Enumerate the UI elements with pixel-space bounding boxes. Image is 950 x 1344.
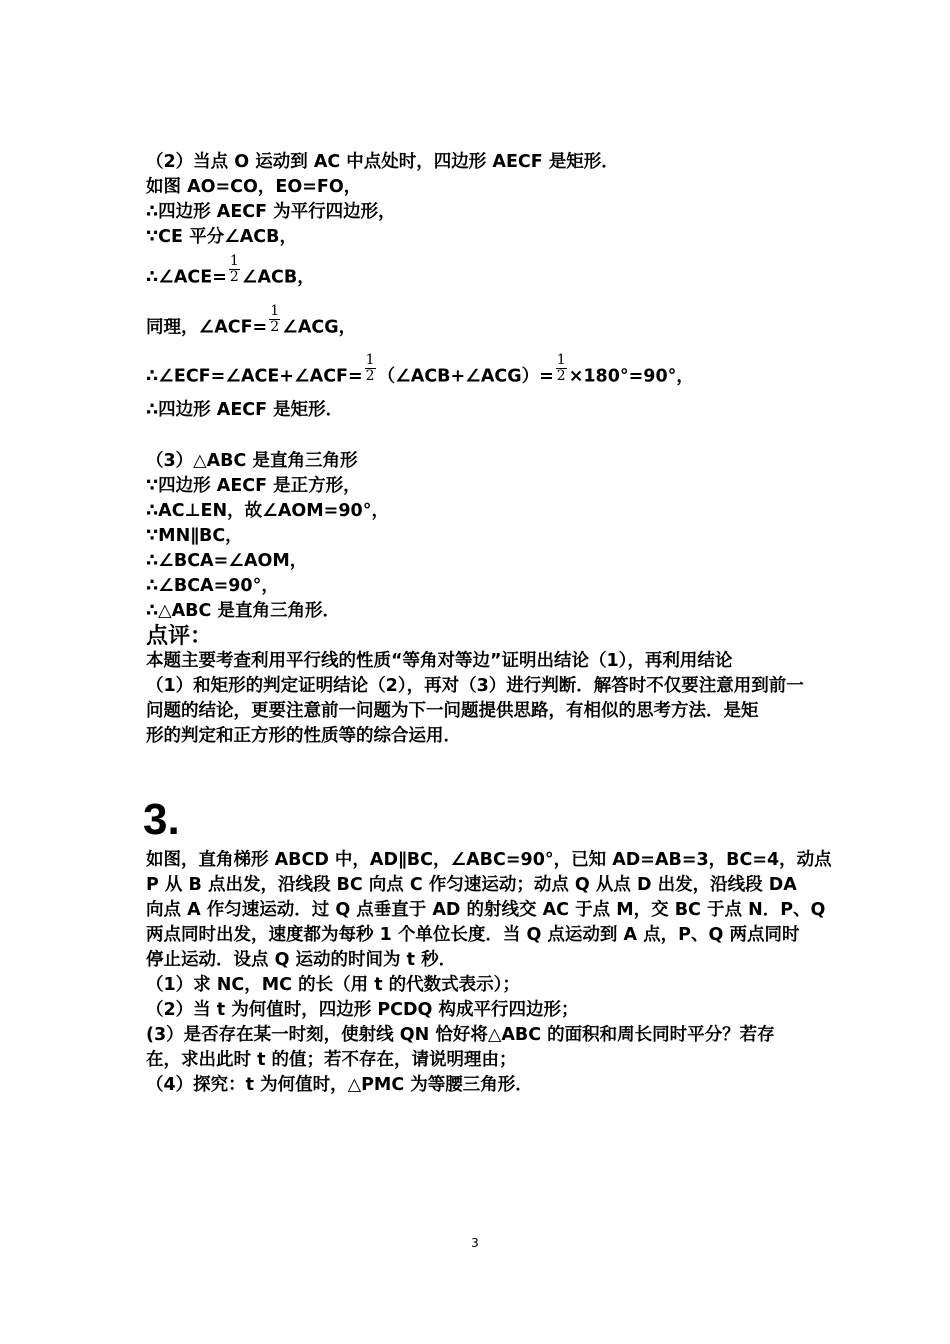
comment-heading: 点评： <box>146 624 213 649</box>
part3-line-1: （3）△ABC 是直角三角形 <box>146 451 358 471</box>
problem-line: 停止运动．设点 Q 运动的时间为 t 秒． <box>146 950 457 970</box>
part2-line-3: ∴四边形 AECF 为平行四边形， <box>146 202 396 222</box>
part2-line-7-middle: （∠ACB+∠ACG）= <box>377 366 554 387</box>
problem-line: 向点 A 作匀速运动．过 Q 点垂直于 AD 的射线交 AC 于点 M，交 BC 于点 N．P、Q <box>146 900 826 920</box>
comment-line: 本题主要考查利用平行线的性质“等角对等边”证明出结论（1），再利用结论 <box>146 651 733 671</box>
part3-line-2: ∵四边形 AECF 是正方形， <box>146 476 361 496</box>
half-fraction <box>365 353 376 384</box>
part3-line-5: ∴∠BCA=∠AOM， <box>146 551 308 571</box>
comment-line: 问题的结论，更要注意前一问题为下一问题提供思路，有相似的思考方法．是矩 <box>146 701 759 721</box>
problem-line: (3）是否存在某一时刻，使射线 QN 恰好将△ABC 的面积和周长同时平分？若存 <box>146 1025 775 1045</box>
part2-line-5-end: ∠ACB， <box>241 267 315 288</box>
part2-line-7 <box>146 352 694 392</box>
problem-line: （4）探究：t 为何值时，△PMC 为等腰三角形． <box>146 1075 533 1095</box>
fraction-denominator: 2 <box>270 319 280 335</box>
half-fraction <box>556 353 567 384</box>
problem-line: 如图，直角梯形 ABCD 中，AD∥BC，∠ABC=90°，已知 AD=AB=3，BC=4，动点 <box>146 850 832 870</box>
part2-line-4: ∵CE 平分∠ACB， <box>146 227 297 247</box>
fraction-denominator: 2 <box>365 368 375 384</box>
part2-line-6-start: 同理，∠ACF= <box>146 317 268 338</box>
problem-line: P 从 B 点出发，沿线段 BC 向点 C 作匀速运动；动点 Q 从点 D 出发，沿线段 DA <box>146 875 797 895</box>
fraction-numerator: 1 <box>270 303 280 319</box>
problem-statement <box>146 848 832 1098</box>
problem-number: 3. <box>143 795 180 844</box>
page-number: 3 <box>471 1236 479 1250</box>
fraction-numerator: 1 <box>365 352 375 368</box>
part3-line-4: ∵MN∥BC， <box>146 526 243 546</box>
part2-line-1: （2）当点 O 运动到 AC 中点处时，四边形 AECF 是矩形． <box>146 152 619 172</box>
part2-line-5-start: ∴∠ACE= <box>146 267 227 288</box>
comment-paragraph <box>146 649 816 749</box>
problem-line: 两点同时出发，速度都为每秒 1 个单位长度．当 Q 点运动到 A 点，P、Q 两点同时 <box>146 925 800 945</box>
fraction-denominator: 2 <box>229 269 239 285</box>
problem-line: （1）求 NC，MC 的长（用 t 的代数式表示）； <box>146 975 520 995</box>
part2-line-6 <box>146 303 357 343</box>
part3-line-7: ∴△ABC 是直角三角形． <box>146 601 340 621</box>
half-fraction <box>269 304 280 335</box>
fraction-numerator: 1 <box>229 253 239 269</box>
fraction-numerator: 1 <box>556 352 566 368</box>
fraction-denominator: 2 <box>556 368 566 384</box>
part2-line-2: 如图 AO=CO，EO=FO， <box>146 177 362 197</box>
comment-line: 形的判定和正方形的性质等的综合运用． <box>146 726 461 746</box>
part2-line-7-start: ∴∠ECF=∠ACE+∠ACF= <box>146 366 363 387</box>
part2-line-8: ∴四边形 AECF 是矩形． <box>146 400 344 420</box>
half-fraction <box>229 254 240 285</box>
part2-line-6-end: ∠ACG， <box>282 317 357 338</box>
part3-line-6: ∴∠BCA=90°， <box>146 576 279 596</box>
part2-line-7-end: ×180°=90°， <box>568 366 694 387</box>
problem-line: （2）当 t 为何值时，四边形 PCDQ 构成平行四边形； <box>146 1000 579 1020</box>
problem-line: 在，求出此时 t 的值；若不存在，请说明理由； <box>146 1050 517 1070</box>
comment-line: （1）和矩形的判定证明结论（2），再对（3）进行判断．解答时不仅要注意用到前一 <box>146 676 804 696</box>
part2-line-5 <box>146 253 315 293</box>
part3-line-3: ∴AC⊥EN，故∠AOM=90°， <box>146 501 389 521</box>
